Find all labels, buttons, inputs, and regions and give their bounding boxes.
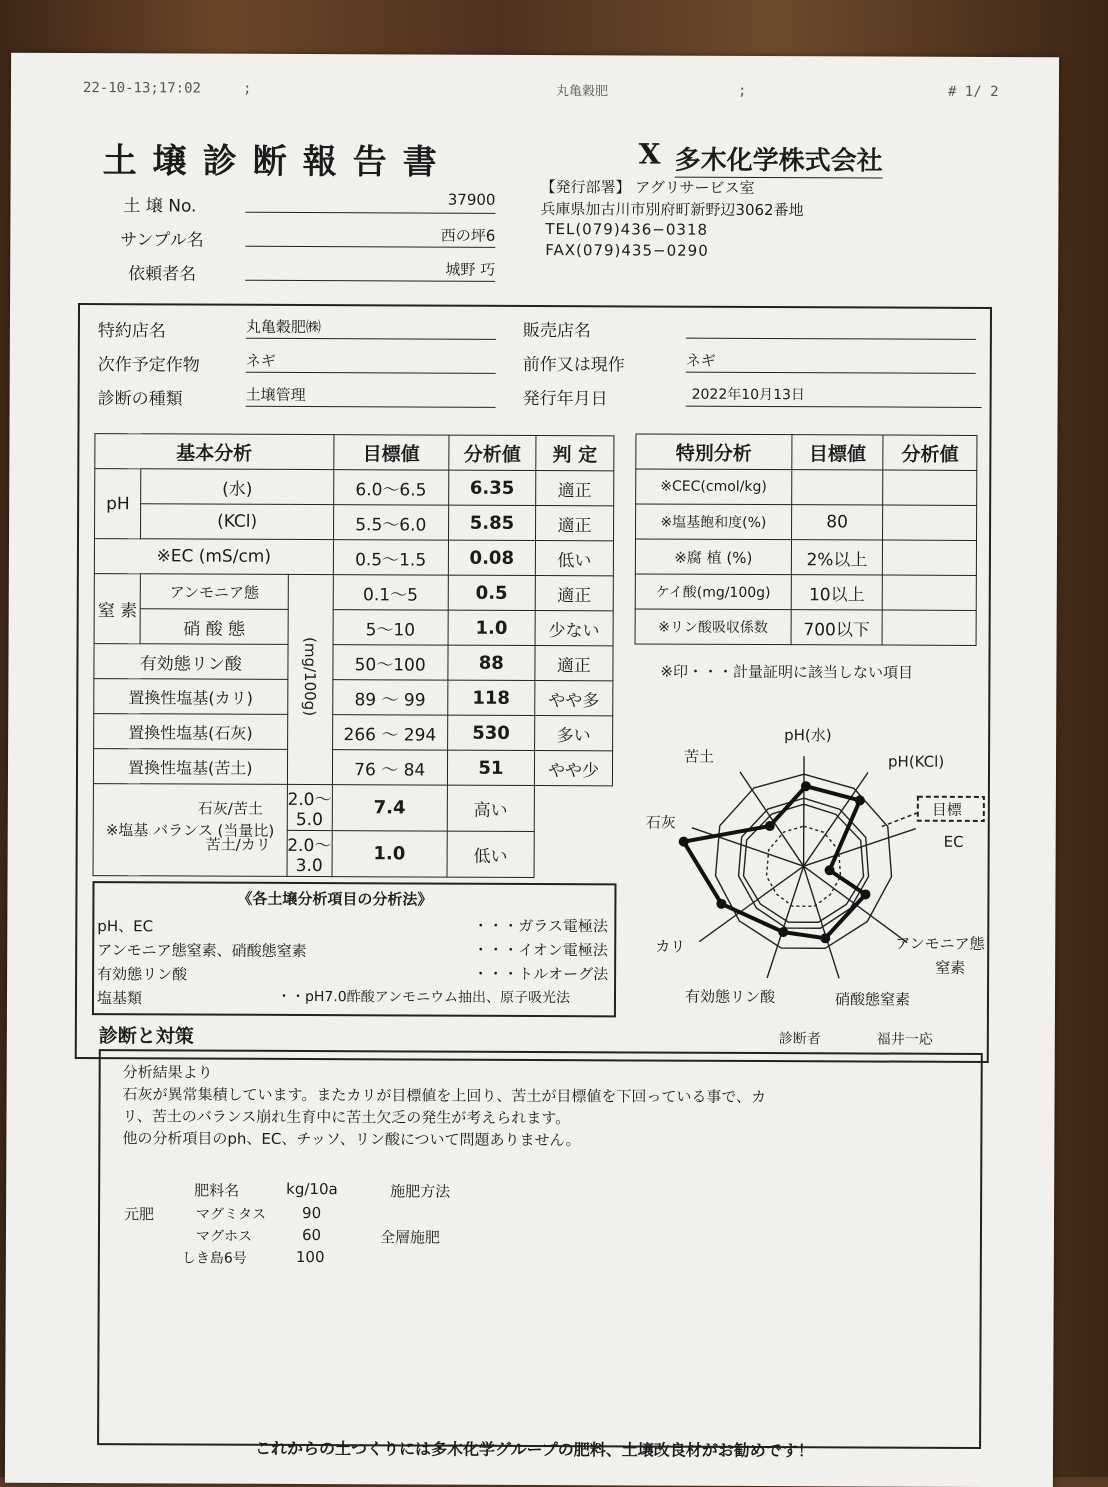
table-cell: 0.08 (448, 540, 535, 575)
potassium-label: 置換性塩基(カリ) (94, 679, 288, 715)
radar-point (801, 781, 811, 791)
table-cell: 2.0〜3.0 (287, 830, 332, 876)
fax-page-number: # 1/ 2 (948, 84, 999, 100)
diagnosis-text (122, 1061, 766, 1152)
special-analysis-table (635, 433, 978, 645)
basic-analysis-table (93, 433, 615, 878)
company-address: 兵庫県加古川市別府町新野辺3062番地 (540, 198, 803, 220)
judge-header: 判 定 (536, 436, 614, 471)
method-value: ・・・ガラス電極法 (473, 915, 608, 937)
radar-label: 石灰 (646, 813, 676, 831)
fert-name: しき島6号 (182, 1247, 247, 1267)
table-cell: やや多 (535, 681, 613, 716)
table-cell: ※リン酸吸収係数 (635, 609, 791, 645)
table-cell (883, 575, 977, 610)
diagnoser-name: 福井一応 (877, 1029, 933, 1049)
method-item: 有効態リン酸 (97, 963, 187, 984)
table-cell (883, 505, 977, 540)
table-cell: ケイ酸(mg/100g) (635, 574, 791, 610)
value-header: 分析値 (449, 435, 536, 470)
table-cell: 51 (447, 750, 534, 785)
table-cell: 2%以上 (791, 540, 883, 575)
company-tel: TEL(079)436−0318 (545, 220, 708, 239)
fert-amount: 100 (296, 1248, 325, 1266)
diagnosis-line: 分析結果より (123, 1061, 767, 1086)
fert-amount-header: kg/10a (286, 1180, 338, 1198)
radar-point (855, 795, 865, 805)
table-cell: 88 (448, 645, 535, 680)
methods-title: 《各土壌分析項目の分析法》 (237, 888, 432, 910)
table-cell: 530 (447, 715, 534, 750)
shop-value (686, 316, 976, 340)
base-fertilizer-label: 元肥 (124, 1203, 154, 1224)
table-cell: 7.4 (332, 785, 447, 832)
fert-name: マグミタス (196, 1204, 266, 1224)
table-cell: やや少 (534, 751, 612, 786)
radar-axis (804, 828, 916, 866)
table-cell (883, 540, 977, 575)
ca-mg-ratio-label: 石灰/苦土 (198, 798, 263, 819)
method-item: 塩基類 (97, 987, 142, 1008)
radar-label: 有効態リン酸 (685, 988, 776, 1006)
radar-point (716, 899, 726, 909)
table-cell: 6.0〜6.5 (333, 470, 448, 506)
fert-method-header: 施肥方法 (390, 1180, 450, 1201)
sample-name-value: 西の坪6 (245, 224, 495, 248)
table-cell: 適正 (535, 646, 613, 681)
radar-label: 苦土 (684, 748, 714, 766)
radar-label: 窒素 (935, 959, 965, 977)
dealer-label: 特約店名 (98, 316, 166, 341)
diagnoser-label: 診断者 (779, 1028, 821, 1048)
soil-no-value: 37900 (245, 190, 495, 214)
footer-message: これからの土つくりには多木化学グループの肥料、土壌改良材がお勧めです！ (255, 1436, 814, 1461)
table-cell (791, 470, 883, 505)
radar-point (825, 865, 835, 875)
phosphate-label: 有効態リン酸 (94, 644, 288, 680)
table-cell: 80 (791, 505, 883, 540)
table-cell: 少ない (535, 611, 613, 646)
method-value: ・・pH7.0酢酸アンモニウム抽出、原子吸光法 (277, 986, 570, 1007)
table-cell: 0.5 (448, 575, 535, 610)
table-cell: 適正 (535, 576, 613, 611)
company-logo-icon: X (639, 137, 661, 170)
table-cell: 5.85 (448, 505, 535, 540)
fax-sender: 丸亀穀肥 (556, 80, 608, 99)
lime-label: 置換性塩基(石灰) (94, 714, 288, 750)
table-cell: 5〜10 (333, 610, 448, 646)
table-cell: 2.0〜5.0 (287, 784, 332, 830)
table-cell: 6.35 (448, 470, 535, 505)
radar-label: カリ (655, 938, 685, 956)
radar-label: アンモニア態 (895, 935, 985, 953)
fax-timestamp: 22-10-13;17:02 (83, 80, 201, 97)
table-cell: 1.0 (332, 831, 447, 878)
radar-legend-label: 目標 (932, 801, 963, 819)
radar-label: pH(KCl) (888, 753, 944, 771)
ph-label: pH (95, 469, 142, 539)
prev-crop-value: ネギ (686, 350, 976, 374)
radar-label: pH(水) (784, 726, 832, 744)
basic-header: 基本分析 (95, 434, 334, 470)
table-cell: 低い (535, 541, 613, 576)
table-cell: 118 (448, 680, 535, 715)
diag-type-label: 診断の種類 (98, 384, 183, 409)
fert-name-header: 肥料名 (194, 1180, 239, 1201)
table-cell: ※塩基飽和度(%) (636, 504, 792, 540)
table-cell: 89 〜 99 (332, 680, 447, 716)
sample-name-label: サンプル名 (120, 225, 204, 250)
table-cell: 適正 (535, 506, 613, 541)
magnesium-label: 置換性塩基(苦土) (93, 749, 287, 785)
radar-axis (740, 772, 804, 866)
table-cell: 5.5〜6.0 (333, 505, 448, 541)
fert-amount: 90 (302, 1204, 321, 1222)
table-cell: 1.0 (448, 610, 535, 645)
table-cell: 多い (535, 716, 613, 751)
fax-separator: ; (243, 81, 252, 97)
diag-type-value: 土壌管理 (246, 384, 496, 408)
unit-label: (mg/100g) (287, 574, 333, 784)
issuing-department: 【発行部署】 アグリサービス室 (541, 176, 755, 198)
company-name: 多木化学株式会社 (675, 140, 883, 179)
table-cell: 700以下 (791, 610, 883, 645)
table-cell: 0.1〜5 (333, 575, 448, 611)
radar-point (860, 889, 870, 899)
target-header: 目標値 (333, 435, 448, 471)
radar-legend-pointer (882, 813, 918, 827)
requester-value: 城野 巧 (245, 258, 495, 282)
diagnosis-title: 診断と対策 (99, 1021, 194, 1048)
table-cell: 266 〜 294 (332, 715, 447, 751)
diagnosis-line: 他の分析項目のph、EC、チッソ、リン酸について問題ありません。 (122, 1127, 766, 1152)
table-cell: 適正 (536, 471, 614, 506)
fert-amount: 60 (302, 1226, 321, 1244)
table-cell (882, 610, 976, 645)
special-header: 特別分析 (636, 434, 792, 470)
radar-point (679, 837, 689, 847)
table-cell: 10以上 (791, 575, 883, 610)
issue-date-label: 発行年月日 (523, 384, 608, 409)
report-sheet (5, 53, 1059, 1487)
fert-method: 全層施肥 (380, 1226, 440, 1247)
ph-water-label: (水) (141, 469, 333, 505)
fert-name: マグホス (196, 1226, 252, 1246)
fax-separator: ; (738, 83, 747, 99)
next-crop-label: 次作予定作物 (98, 350, 200, 375)
value-header: 分析値 (883, 435, 977, 470)
radar-point (765, 821, 775, 831)
table-cell: 低い (447, 831, 534, 877)
table-cell: 76 〜 84 (332, 750, 447, 786)
prev-crop-label: 前作又は現作 (523, 350, 625, 375)
radar-label: EC (944, 833, 964, 851)
diagnosis-line: 石灰が異常集積しています。またカリが目標値を上回り、苦土が目標値を下回っている事で、カ (123, 1083, 767, 1108)
table-cell: 高い (447, 785, 534, 831)
nitrogen-label: 窒 素 (94, 574, 141, 644)
ph-kcl-label: (KCl) (141, 504, 333, 540)
shop-label: 販売店名 (523, 316, 591, 341)
method-item: pH、EC (97, 915, 153, 936)
ammonium-label: アンモニア態 (141, 574, 288, 610)
radar-label: 硝酸態窒素 (835, 990, 910, 1008)
mg-k-ratio-label: 苦土/カリ (206, 834, 271, 855)
requester-label: 依頼者名 (128, 259, 196, 284)
table-cell: ※腐 植 (%) (635, 539, 791, 575)
balance-label: ※塩基 バランス (当量比) (93, 784, 287, 877)
radar-point (778, 927, 788, 937)
next-crop-value: ネギ (246, 350, 496, 374)
target-header: 目標値 (792, 435, 884, 470)
table-cell: ※CEC(cmol/kg) (636, 469, 792, 505)
company-fax: FAX(079)435−0290 (545, 241, 709, 260)
issue-date-value: 2022年10月13日 (686, 384, 982, 408)
special-note: ※印・・・計量証明に該当しない項目 (660, 661, 913, 683)
report-title: 土壌診断報告書 (103, 133, 453, 184)
method-item: アンモニア態窒素、硝酸態窒素 (97, 939, 306, 961)
table-cell: 50〜100 (333, 645, 448, 681)
ec-label: ※EC (mS/cm) (94, 539, 333, 575)
diagnosis-line: リ、苦土のバランス崩れ生育中に苦土欠乏の発生が考えられます。 (122, 1105, 766, 1130)
table-cell (883, 470, 977, 505)
radar-point (820, 933, 830, 943)
balance-radar-chart (625, 715, 986, 1047)
soil-no-label: 土 壌 No. (123, 191, 196, 216)
method-value: ・・・イオン電極法 (473, 939, 608, 961)
method-value: ・・・トルオーグ法 (473, 963, 608, 985)
table-cell: 0.5〜1.5 (333, 540, 448, 576)
nitrate-label: 硝 酸 態 (141, 609, 288, 645)
radar-axis (692, 828, 804, 866)
dealer-value: 丸亀穀肥㈱ (246, 316, 496, 340)
